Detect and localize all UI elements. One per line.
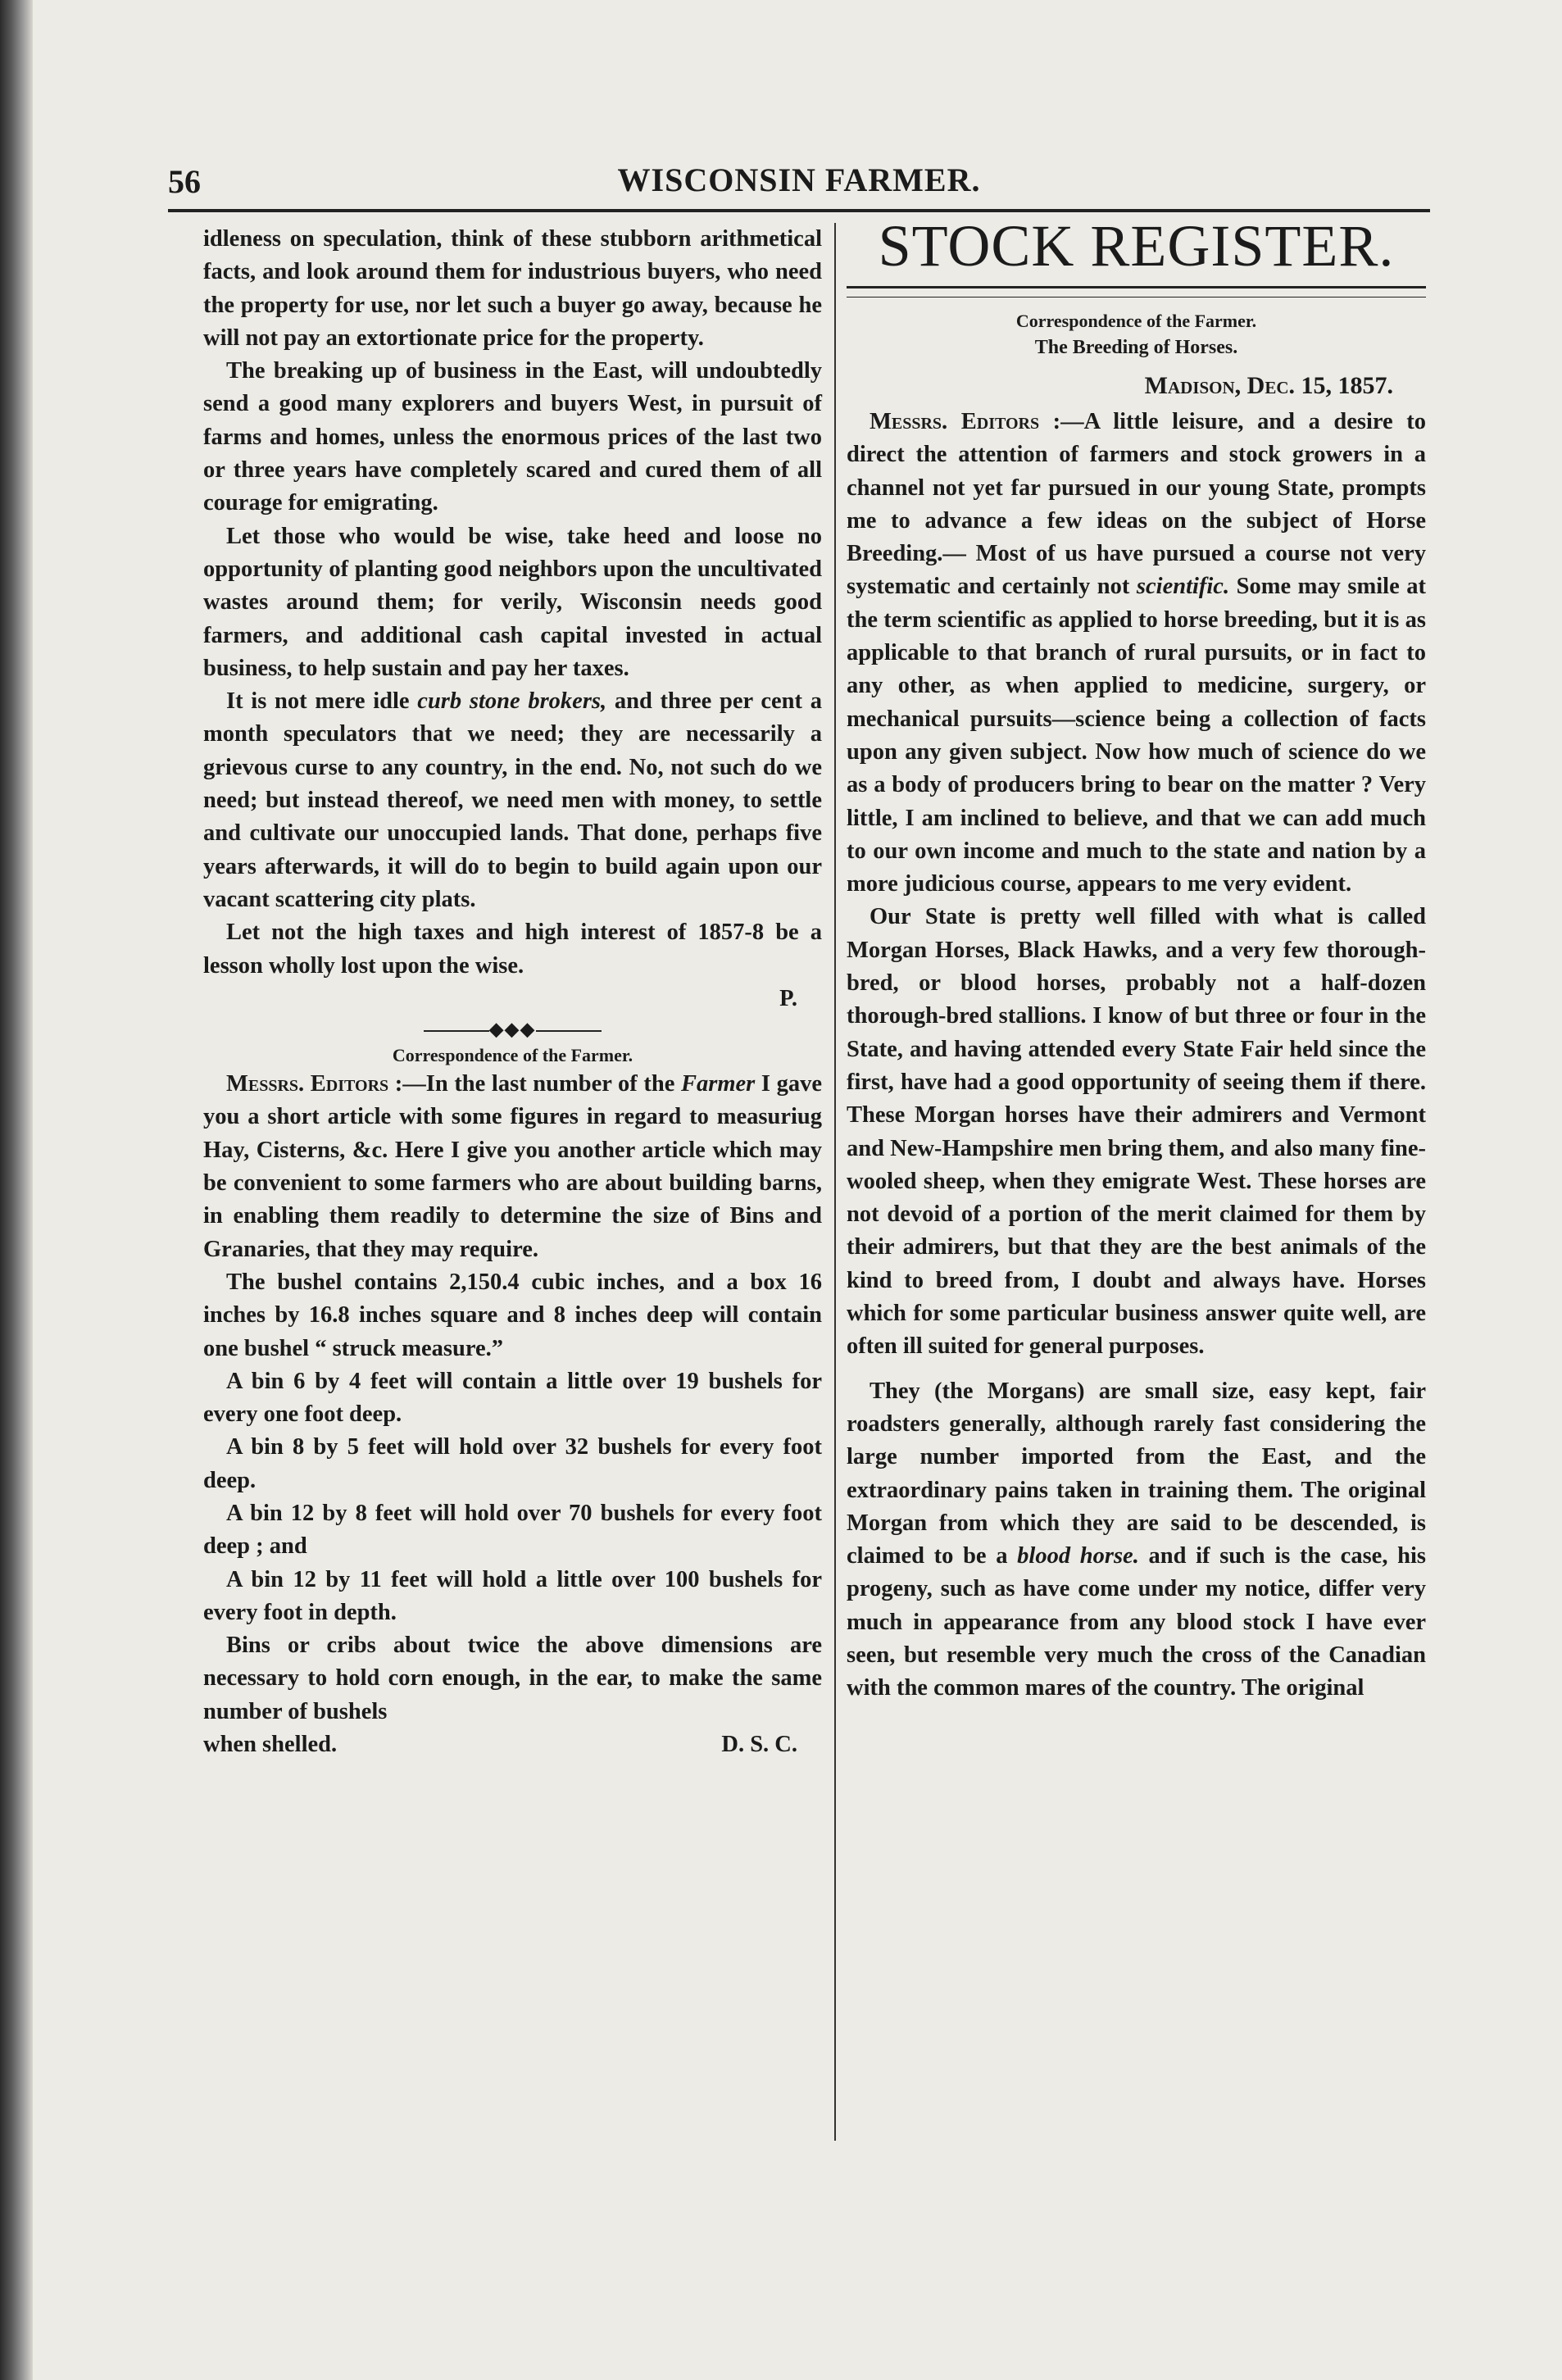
paragraph: Let those who would be wise, take heed and loose no opportunity of planting good neighbors upon the uncultivated wastes around them; for verily, Wisconsin needs good farmers, and additional cash capital invested in actual business, to help sustain and pay her taxes. bbox=[203, 523, 822, 681]
dateline: Madison, Dec. 15, 1857. bbox=[1144, 372, 1393, 399]
paragraph: A bin 8 by 5 feet will hold over 32 bushels for every foot deep. bbox=[203, 1434, 822, 1493]
paragraph: It is not mere idle curb stone brokers, and three per cent a month speculators that we need; they are necessarily a grievous curse to any country, in the end. No, not such do we need; but instead thereof, we need men with money, to settle and cultivate our unoccupied lands. That done, perhaps five years afterwards, it will do to begin to build again upon our vacant scattering city plats. bbox=[203, 688, 822, 912]
running-title: WISCONSIN FARMER. bbox=[617, 161, 981, 198]
paragraph: A bin 12 by 8 feet will hold over 70 bushels for every foot deep ; and bbox=[203, 1500, 822, 1560]
paragraph: They (the Morgans) are small size, easy kept, fair roadsters generally, although rarely fast considering the large number imported from the East, and the extraordinary pains taken in training them. The original Morgan from which they are said to be descended, is claimed to be a blood horse. and if such is the case, his progeny, such as have come under my notice, differ very much in appearance from any blood stock I have ever seen, but resemble very much the cross of the Canadian with the common mares of the country. The original bbox=[847, 1378, 1426, 1701]
title-rule bbox=[847, 286, 1426, 298]
left-column bbox=[203, 223, 822, 1761]
running-header bbox=[168, 156, 1430, 213]
section-caption: Correspondence of the Farmer. bbox=[392, 1045, 633, 1066]
book-binding-edge bbox=[0, 0, 33, 2380]
paragraph: Messrs. Editors :—A little leisure, and a desire to direct the attention of farmers and stock growers in a channel not yet far pursued in our young State, prompts me to advance a few ideas on the subject of Horse Breeding.— Most of us have pursued a course not very systematic and certainly not scientific. Some may smile at the term scientific as applied to horse breeding, but it is as applicable to that branch of rural pursuits, or in fact to any other, as when applied to medicine, surgery, or mechanical pursuits—science being a collection of facts upon any given subject. Now how much of science do we as a body of producers bring to bear on the matter ? Very little, I am inclined to believe, and that we can add much to our own income and much to the state and nation by a more judicious course, appears to me very evident. bbox=[847, 409, 1427, 897]
paragraph: Messrs. Editors :—In the last number of the Farmer I gave you a short article with some figures in regard to measuriug Hay, Cisterns, &c. Here I give you another article which may be convenient to some farmers who are about building barns, in enabling them readily to determine the size of Bins and Granaries, that they may require. bbox=[203, 1071, 823, 1262]
signature-line bbox=[203, 1728, 822, 1761]
section-ornament: ◆◆◆ bbox=[203, 1015, 822, 1043]
paragraph: Let not the high taxes and high interest of 1857-8 be a lesson wholly lost upon the wise. bbox=[203, 920, 822, 979]
column-divider bbox=[834, 223, 836, 2141]
paragraph: A bin 12 by 11 feet will hold a little over 100 bushels for every foot in depth. bbox=[203, 1566, 822, 1625]
paragraph: idleness on speculation, think of these stubborn arithmetical facts, and look around them for industrious buyers, who need the property for use, nor let such a buyer go away, because he will not pay an extortionate price for the property. bbox=[203, 226, 822, 351]
right-column bbox=[847, 209, 1426, 1706]
paragraph: Bins or cribs about twice the above dimensions are necessary to hold corn enough, in the ear, to make the same number of bushels bbox=[203, 1633, 822, 1724]
article-title: The Breeding of Horses. bbox=[1034, 337, 1238, 358]
paragraph: Our State is pretty well filled with what is called Morgan Horses, Black Hawks, and a very few thorough-bred, or blood horses, probably not a half-dozen thorough-bred stallions. I know of but three or four in the State, and having attended every State Fair held since the first, have had a good opportunity of seeing them if there. These Morgan horses have their admirers and Vermont and New-Hampshire men bring them, and also many fine-wooled sheep, when they emigrate West. These horses are not devoid of a portion of the merit claimed for them by their admirers, but that they are the best animals of the kind to breed from, I doubt and always have. Horses which for some particular business answer quite well, are often ill suited for general purposes. bbox=[847, 904, 1426, 1360]
signature: D. S. C. bbox=[721, 1732, 797, 1758]
signature: P. bbox=[779, 985, 797, 1011]
closing-text: when shelled. bbox=[203, 1732, 338, 1758]
page-number: 56 bbox=[168, 163, 201, 200]
section-title: STOCK REGISTER. bbox=[878, 213, 1395, 279]
section-caption: Correspondence of the Farmer. bbox=[1015, 311, 1257, 331]
paragraph: The breaking up of business in the East, will undoubtedly send a good many explorers and buyers West, in pursuit of farms and homes, unless the enormous prices of the last two or three years have completely scared and cured them of all courage for emigrating. bbox=[203, 358, 822, 516]
paragraph: The bushel contains 2,150.4 cubic inches, and a box 16 inches by 16.8 inches square and 8 inches deep will contain one bushel “ struck measure.” bbox=[203, 1269, 822, 1361]
paragraph: A bin 6 by 4 feet will contain a little over 19 bushels for every one foot deep. bbox=[203, 1368, 822, 1428]
